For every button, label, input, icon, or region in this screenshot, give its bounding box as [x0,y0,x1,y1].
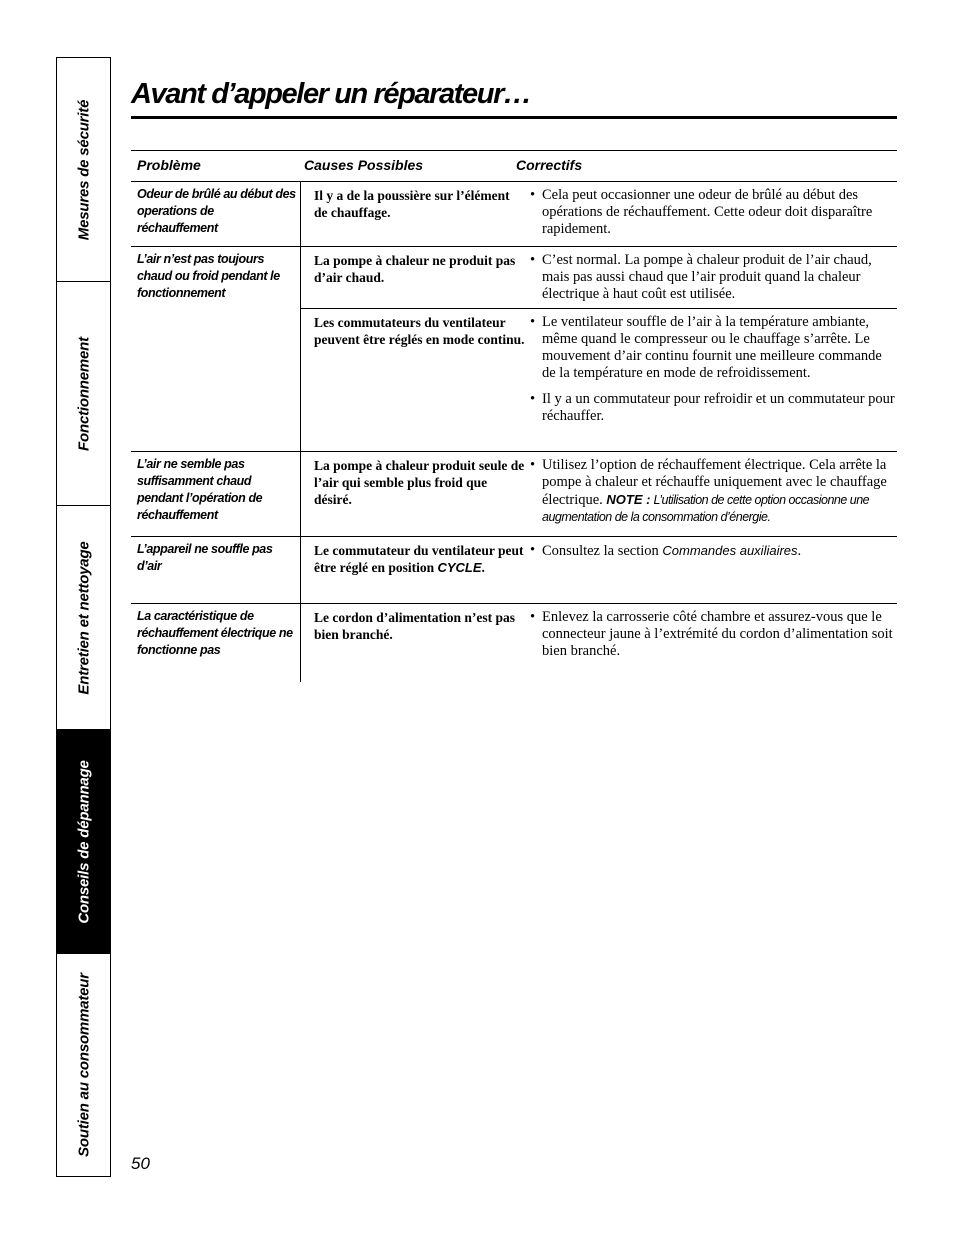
section-sidebar [56,57,111,1177]
fix-cell [530,309,897,433]
tab-entretien-et-nettoyage[interactable] [57,506,110,730]
title-rule [131,116,897,119]
fix-cell [530,604,897,668]
cause-suffix: . [481,560,485,575]
cause-emphasis: CYCLE [437,560,482,575]
problem-cell: Odeur de brûlé au début des operations de réchauffement [131,182,301,246]
cause-cell: La pompe à chaleur ne produit pas d’air chaud. [314,253,516,285]
header-fixes: Correctifs [516,157,583,173]
cause-cell: Il y a de la poussière sur l’élément de chauffage. [314,188,510,220]
cause-cell: Les commutateurs du ventilateur peuvent être réglés en mode continu. [314,315,525,347]
tab-mesures-de-securite[interactable] [57,58,110,282]
tab-soutien-au-consommateur[interactable] [57,954,110,1176]
problem-cell: La caractéristique de réchauffement électrique ne fonctionne pas [131,604,301,682]
header-causes: Causes Possibles [304,157,424,173]
fix-item [530,542,895,560]
fix-text: Consultez la section [542,543,663,559]
tab-fonctionnement[interactable] [57,282,110,506]
table-row [131,182,897,247]
problem-cell: L’air ne semble pas suffisamment chaud pendant l’opération de réchauffement [131,452,301,536]
fix-cell [530,537,897,584]
tab-label: Soutien au consommateur [75,973,92,1157]
tab-label: Entretien et nettoyage [75,540,92,695]
fix-cell [530,452,897,534]
problem-cell: L’air n’est pas toujours chaud ou froid pendant le fonctionnement [131,247,301,451]
fix-text: Utilisez l’option de réchauffement électrique. Cela arrête la pompe à chaleur et réchauffe uniquement avec le chauffage électrique. [542,457,887,508]
tab-conseils-de-depannage[interactable] [57,730,110,954]
table-header [131,150,897,182]
cause-group [301,452,897,534]
fix-item [530,457,895,526]
page-title: Avant d’appeler un réparateur… [131,78,531,110]
cause-cell: La pompe à chaleur produit seule de l’air qui semble plus froid que désiré. [314,458,525,507]
fix-item: • Il y a un commutateur pour refroidir et un commutateur pour réchauffer. [530,391,895,425]
tab-label: Conseils de dépannage [75,759,92,924]
cause-cell [301,537,530,584]
fix-item: • Cela peut occasionner une odeur de brûlé au début des opérations de réchauffement. Cette odeur doit disparaître rapidement. [530,187,895,238]
cause-text: Le commutateur du ventilateur peut être réglé en position [314,543,524,575]
note-text: L’utilisation de cette option occasionne une augmentation de la consommation d’énergie. [542,493,870,524]
page-number: 50 [131,1154,150,1173]
cause-cell: Le cordon d’alimentation n’est pas bien branché. [314,610,516,642]
fix-item: • Enlevez la carrosserie côté chambre et assurez-vous que le connecteur jaune à l’extrémité du cordon d’alimentation soit bien branché. [530,609,895,660]
fix-cell [530,247,897,308]
fix-item: • C’est normal. La pompe à chaleur produit de l’air chaud, mais pas aussi chaud que l’air produit quand la chaleur électrique à haut coût est utilisée. [530,252,895,303]
table-row [131,604,897,682]
problem-cell: L’appareil ne souffle pas d’air [131,537,301,603]
troubleshooting-table [131,150,897,682]
header-problem: Problème [137,157,201,173]
tab-label: Fonctionnement [75,336,92,451]
fix-cell [530,182,897,246]
table-row [131,452,897,537]
table-row [131,247,897,452]
note-label: NOTE : [606,492,651,507]
cause-group [301,604,897,668]
fix-emphasis: Commandes auxiliaires [662,543,798,558]
cause-group [301,537,897,584]
fix-item: • Le ventilateur souffle de l’air à la température ambiante, même quand le compresseur ou le chauffage s’arrête. Le mouvement d’air continu fournit une meilleure commande de la température en mode de refroidissement. [530,314,895,382]
cause-group [301,247,897,309]
cause-group [301,309,897,433]
cause-group [301,182,897,246]
tab-label: Mesures de sécurité [75,99,92,240]
fix-suffix: . [797,543,802,559]
table-row [131,537,897,604]
